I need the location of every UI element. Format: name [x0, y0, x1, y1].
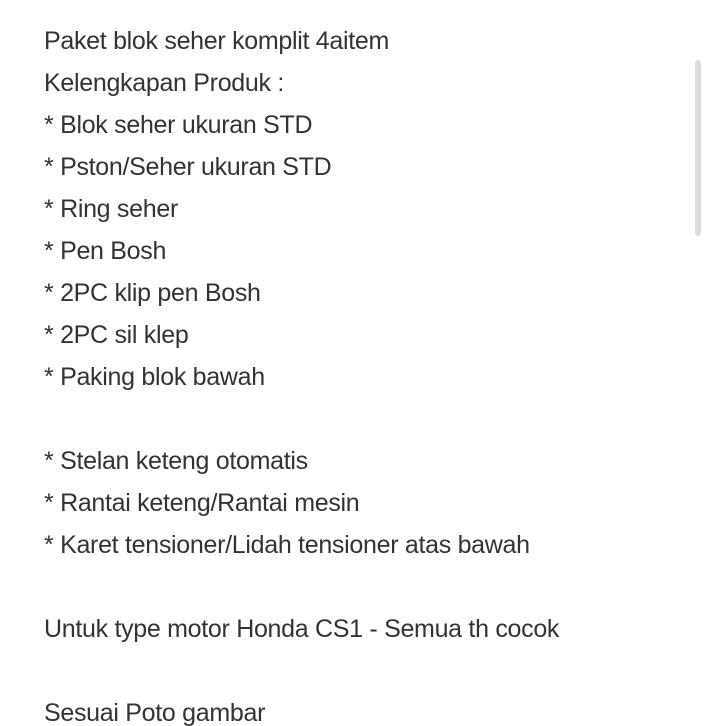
description-line: * 2PC sil klep	[44, 321, 189, 349]
description-line: * Pston/Seher ukuran STD	[44, 153, 332, 181]
description-line: Untuk type motor Honda CS1 - Semua th cocok	[44, 615, 560, 643]
vertical-scrollbar[interactable]	[695, 60, 701, 236]
blank-line	[44, 398, 559, 440]
description-line: * Blok seher ukuran STD	[44, 111, 313, 139]
description-line: Kelengkapan Produk :	[44, 69, 285, 97]
blank-line	[44, 650, 559, 692]
description-line: Paket blok seher komplit 4aitem	[44, 27, 390, 55]
description-line: * Stelan keteng otomatis	[44, 447, 308, 475]
product-description-text	[44, 20, 559, 726]
description-line: Sesuai Poto gambar	[44, 699, 266, 726]
description-line: * 2PC klip pen Bosh	[44, 279, 261, 307]
description-line: * Paking blok bawah	[44, 363, 265, 391]
description-line: * Ring seher	[44, 195, 178, 223]
description-line: * Pen Bosh	[44, 237, 167, 265]
blank-line	[44, 566, 559, 608]
description-line: * Karet tensioner/Lidah tensioner atas bawah	[44, 531, 530, 559]
description-line: * Rantai keteng/Rantai mesin	[44, 489, 360, 517]
